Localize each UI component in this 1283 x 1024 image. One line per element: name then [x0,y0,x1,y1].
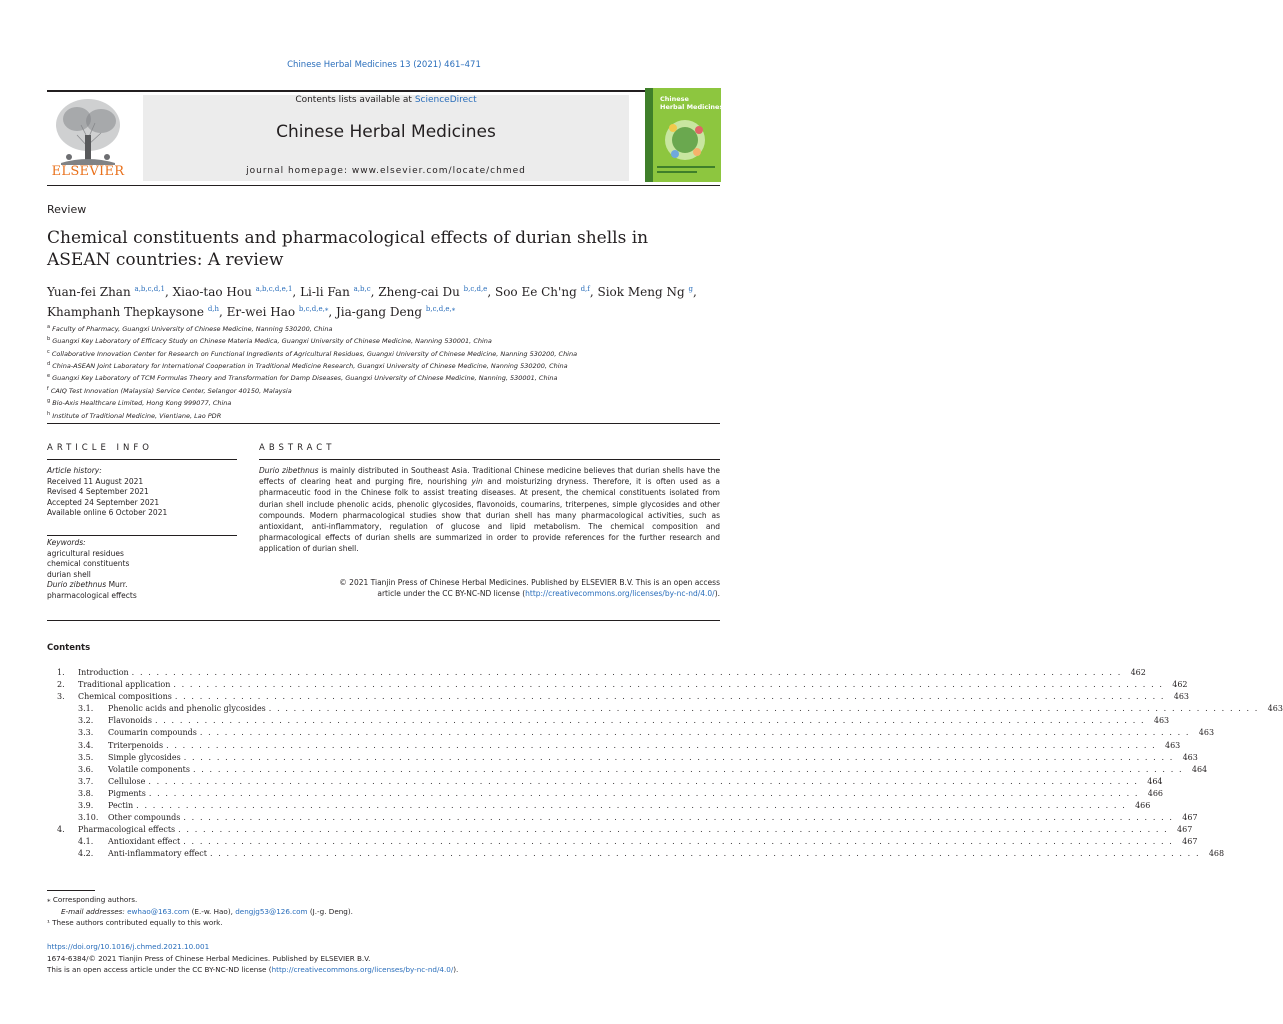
toc-page-number: 467 [1182,813,1198,823]
toc-number: 4.1. [78,837,94,847]
toc-page-number: 466 [1147,788,1164,798]
toc-entry[interactable] [47,740,1181,752]
toc-leader-dots: . . . . . . . . . . . . . . . . . . . . . . . . . . . . . . . . . . . . . . . . . . . . . . . . . . . . . . . . . . . . . . . . . . . . . . . . . . . . . . . . . . . . . . . . . . . . . . . . . . . . . . . . . . . . . . . . . . . . . . . . [154,716,1146,726]
toc-page-number: 464 [1191,764,1208,774]
affiliation-line: $^a$ Faculty of Pharmacy, Guangxi University of Chinese Medicine, Nanning 530200, China [47,324,333,334]
license-link[interactable]: http://creativecommons.org/licenses/by-nc-nd/4.0/ [525,589,715,599]
affiliation-line: $^h$ Institute of Traditional Medicine, Vientiane, Lao PDR [47,410,222,420]
keyword: chemical constituents [47,559,130,569]
toc-leader-dots: . . . . . . . . . . . . . . . . . . . . . . . . . . . . . . . . . . . . . . . . . . . . . . . . . . . . . . . . . . . . . . . . . . . . . . . . . . . . . . . . . . . . . . . . . . . . . . . . . . . . . . . . . . . . . . . . . . . . . . . . [183,752,1174,762]
affiliation-line: $^d$ China-ASEAN Joint Laboratory for International Cooperation in Traditional Medicine Research, Guangxi University of Chinese Medicine, Nanning 530200, China [47,361,568,371]
toc-entry[interactable] [47,715,1170,727]
author-affiliation-marker[interactable]: a,b,c,d,e,1 [255,285,293,293]
toc-title[interactable]: Pectin [108,801,134,811]
toc-entry[interactable] [47,764,1208,776]
toc-number: 4.2. [78,849,94,859]
toc-entry[interactable] [47,824,1193,836]
keyword: agricultural residues [47,548,124,558]
corresponding-note: ⁎ Corresponding authors. [47,895,138,904]
keyword: Durio zibethnus Murr. [47,580,128,590]
toc-entry[interactable] [47,848,1225,860]
toc-leader-dots: . . . . . . . . . . . . . . . . . . . . . . . . . . . . . . . . . . . . . . . . . . . . . . . . . . . . . . . . . . . . . . . . . . . . . . . . . . . . . . . . . . . . . . . . . . . . . . . . . . . . . . . . . . . . . . . . . . . . . . . . [166,740,1157,750]
author-name[interactable]: Er-wei Hao [226,305,299,319]
author-name[interactable]: Yuan-fei Zhan [47,285,135,299]
keyword-list [47,538,237,602]
toc-number: 3.6. [78,764,94,774]
toc-title[interactable]: Volatile components [108,764,190,774]
cover-title-line-2: Herbal Medicines [660,103,724,111]
toc-page-number: 463 [1267,704,1283,714]
affiliation-line: $^c$ Collaborative Innovation Center for Research on Functional Ingredients of Agricultural Residues, Guangxi University of Chinese Medicine, Nanning 530200, China [47,348,578,358]
toc-title[interactable]: Antioxidant effect [108,837,181,847]
toc-title[interactable]: Traditional application [78,680,171,690]
toc-page-number: 466 [1135,801,1151,811]
toc-page-number: 468 [1208,849,1225,859]
equal-contribution-note: ¹ These authors contributed equally to this work. [47,918,223,928]
author-name[interactable]: Jia-gang Deng [335,305,426,319]
history-online: Available online 6 October 2021 [47,508,168,518]
toc-page-number: 463 [1198,728,1215,738]
email-link-deng[interactable]: dengjg53@126.com [235,906,308,916]
author-affiliation-marker[interactable]: b,c,d,e [463,285,488,293]
toc-number: 3.8. [78,788,94,798]
article-history [47,466,237,519]
abstract-rule [259,459,720,460]
section-divider [47,620,720,621]
toc-leader-dots: . . . . . . . . . . . . . . . . . . . . . . . . . . . . . . . . . . . . . . . . . . . . . . . . . . . . . . . . . . . . . . . . . . . . . . . . . . . . . . . . . . . . . . . . . . . . . . . . . . . . . . . . . . . . . . . . . . . . . . . . [173,680,1164,690]
toc-leader-dots: . . . . . . . . . . . . . . . . . . . . . . . . . . . . . . . . . . . . . . . . . . . . . . . . . . . . . . . . . . . . . . . . . . . . . . . . . . . . . . . . . . . . . . . . . . . . . . . . . . . . . . . . . . . . . . . . . . . . . . . . [136,801,1127,811]
toc-entry[interactable] [47,752,1198,764]
author-name[interactable]: Khamphanh Thepkaysone [47,305,208,319]
toc-page-number: 462 [1172,680,1188,690]
toc-leader-dots: . . . . . . . . . . . . . . . . . . . . . . . . . . . . . . . . . . . . . . . . . . . . . . . . . . . . . . . . . . . . . . . . . . . . . . . . . . . . . . . . . . . . . . . . . . . . . . . . . . . . . . . . . . . . . . . . . . . . . . . . [268,704,1259,714]
affiliation-list [47,322,727,421]
author-name[interactable]: Zheng-cai Du [378,285,464,299]
doi-block [47,941,720,976]
keyword: pharmacological effects [47,590,137,600]
toc-leader-dots: . . . . . . . . . . . . . . . . . . . . . . . . . . . . . . . . . . . . . . . . . . . . . . . . . . . . . . . . . . . . . . . . . . . . . . . . . . . . . . . . . . . . . . . . . . . . . . . . . . . . . . . . . . . . . . . . . . . . . . . . [174,692,1166,702]
article-info-rule [47,459,237,460]
toc-title[interactable]: Pharmacological effects [78,825,176,835]
author-affiliation-marker[interactable]: b,c,d,e,⁎ [425,305,456,313]
contents-available-line: Contents lists available at ScienceDirect [295,95,477,105]
toc-leader-dots: . . . . . . . . . . . . . . . . . . . . . . . . . . . . . . . . . . . . . . . . . . . . . . . . . . . . . . . . . . . . . . . . . . . . . . . . . . . . . . . . . . . . . . . . . . . . . . . . . . . . . . . . . . . . . . . . . . . . . . . . [183,837,1174,847]
cover-title-line-1: Chinese [660,95,689,103]
article-info-heading: ARTICLE INFO [47,443,153,453]
toc-leader-dots: . . . . . . . . . . . . . . . . . . . . . . . . . . . . . . . . . . . . . . . . . . . . . . . . . . . . . . . . . . . . . . . . . . . . . . . . . . . . . . . . . . . . . . . . . . . . . . . . . . . . . . . . . . . . . . . . . . . . . . . . [209,849,1201,859]
keywords-rule [47,535,237,536]
author-name[interactable]: Xiao-tao Hou [172,285,256,299]
toc-number: 3.10. [78,813,99,823]
keywords-label: Keywords: [47,538,86,547]
toc-number: 2. [57,680,65,690]
abstract-copyright: © 2021 Tianjin Press of Chinese Herbal Medicines. Published by ELSEVIER B.V. This is an open access article under the CC BY-NC-ND license (http://creativecommons.org/licenses/by-nc-nd/4.0/). [339,578,720,599]
journal-citation[interactable]: Chinese Herbal Medicines 13 (2021) 461–471 [287,60,481,70]
toc-title[interactable]: Flavonoids [108,716,152,726]
toc-page-number: 463 [1165,740,1181,750]
footnote-rule [47,890,95,891]
toc-number: 4. [57,825,65,835]
abstract-text: Durio zibethnus is mainly distributed in Southeast Asia. Traditional Chinese medicine believes that durian shells have the effects of clearing heat and purging fire, nourishing yin and moisturizing dryness. Therefore, it is often used as a pharmaceutic food in the Chinese folk to assist treating diseases. At present, the chemical constituents isolated from durian shell include phenolic acids, phenolic glycosides, flavonoids, coumarins, triterpenes, simple glycosides and other compounds. Modern pharmacological studies show that durian shell has many pharmacological activities, such as antioxidant, anti-inflammatory, regulation of glucose and lipid metabolism. The chemical composition and pharmacological effects of durian shells are summarized in order to provide references for the further research and application of durian shell. [259,466,720,554]
toc-page-number: 464 [1147,776,1163,786]
toc-number: 1. [57,668,65,677]
toc-number: 3.5. [78,752,94,762]
toc-page-number: 463 [1153,716,1170,726]
contents-heading: Contents [47,643,91,653]
author-affiliation-marker[interactable]: d,h [207,305,220,313]
affiliation-line: $^b$ Guangxi Key Laboratory of Efficacy Study on Chinese Materia Medica, Guangxi University of Chinese Medicine, Nanning 530001, China [47,336,492,346]
toc-entry[interactable] [47,800,1151,812]
toc-entry[interactable] [47,691,1190,703]
email-link-hao[interactable]: ewhao@163.com [127,906,190,916]
author-affiliation-marker[interactable]: a,b,c [353,285,371,293]
affiliation-line: $^f$ CAIQ Test Innovation (Malaysia) Service Center, Selangor 40150, Malaysia [47,385,292,395]
toc-title[interactable]: Coumarin compounds [108,728,197,738]
toc-number: 3.2. [78,716,94,726]
author-name[interactable]: Siok Meng Ng [597,285,689,299]
author-affiliation-marker[interactable]: g [688,285,693,293]
keyword: durian shell [47,569,91,579]
toc-entry[interactable] [47,836,1198,848]
author-affiliation-marker[interactable]: d,f [580,285,590,293]
toc-number: 3.7. [78,776,94,786]
table-of-contents [47,667,1283,861]
elsevier-wordmark: ELSEVIER [51,164,125,179]
toc-page-number: 463 [1182,752,1198,762]
toc-title[interactable]: Introduction [78,668,129,677]
history-received: Received 11 August 2021 [47,476,144,486]
journal-homepage[interactable]: journal homepage: www.elsevier.com/locate/chmed [246,166,526,176]
section-divider [47,423,720,424]
toc-entry[interactable] [47,679,1188,691]
toc-number: 3.9. [78,801,94,811]
toc-page-number: 467 [1182,837,1198,847]
toc-page-number: 467 [1177,825,1193,835]
abstract-heading: ABSTRACT [259,443,336,453]
toc-page-number: 463 [1173,692,1190,702]
email-note: E-mail addresses: ewhao@163.com (E.-w. Hao), dengjg53@126.com (J.-g. Deng). [61,906,353,916]
affiliation-line: $^e$ Guangxi Key Laboratory of TCM Formulas Theory and Transformation for Damp Diseases, Guangxi University of Chinese Medicine, Nanning, 530001, China [47,373,558,383]
toc-number: 3. [57,692,65,702]
toc-leader-dots: . . . . . . . . . . . . . . . . . . . . . . . . . . . . . . . . . . . . . . . . . . . . . . . . . . . . . . . . . . . . . . . . . . . . . . . . . . . . . . . . . . . . . . . . . . . . . . . . . . . . . . . . . . . . . . . . . . . . . . . . [178,825,1169,835]
toc-page-number: 462 [1130,668,1146,677]
footnotes [47,894,720,929]
author-name[interactable]: Soo Ee Ch'ng [494,285,581,299]
toc-title[interactable]: Other compounds [108,813,181,823]
header-bottom-rule [47,185,720,186]
toc-leader-dots: . . . . . . . . . . . . . . . . . . . . . . . . . . . . . . . . . . . . . . . . . . . . . . . . . . . . . . . . . . . . . . . . . . . . . . . . . . . . . . . . . . . . . . . . . . . . . . . . . . . . . . . . . . . . . . . . . . . . . . . . [192,764,1184,774]
paper-title: Chemical constituents and pharmacological effects of durian shells in ASEAN countries: A review [47,228,649,270]
affiliation-line: $^g$ Bio-Axis Healthcare Limited, Hong Kong 999077, China [47,398,232,408]
toc-entry[interactable] [47,703,1283,715]
toc-title[interactable]: Chemical compositions [78,692,172,702]
toc-entry[interactable] [47,776,1163,788]
toc-leader-dots: . . . . . . . . . . . . . . . . . . . . . . . . . . . . . . . . . . . . . . . . . . . . . . . . . . . . . . . . . . . . . . . . . . . . . . . . . . . . . . . . . . . . . . . . . . . . . . . . . . . . . . . . . . . . . . . . . . . . . . . . [148,776,1139,786]
toc-number: 3.4. [78,740,94,750]
toc-title[interactable]: Simple glycosides [108,752,181,762]
toc-entry[interactable] [47,667,1146,679]
history-label: Article history: [47,466,102,475]
header-top-rule [47,90,720,92]
article-type-label: Review [47,203,87,216]
author-affiliation-marker[interactable]: a,b,c,d,1 [134,285,165,293]
history-revised: Revised 4 September 2021 [47,487,149,497]
toc-leader-dots: . . . . . . . . . . . . . . . . . . . . . . . . . . . . . . . . . . . . . . . . . . . . . . . . . . . . . . . . . . . . . . . . . . . . . . . . . . . . . . . . . . . . . . . . . . . . . . . . . . . . . . . . . . . . . . . . . . . . . . . . [183,813,1174,823]
doi-link[interactable]: https://doi.org/10.1016/j.chmed.2021.10.001 [47,942,210,951]
toc-title[interactable]: Anti-inflammatory effect [108,849,207,859]
toc-title[interactable]: Cellulose [108,776,146,786]
toc-number: 3.1. [78,704,94,714]
toc-title[interactable]: Triterpenoids [108,740,164,750]
journal-title: Chinese Herbal Medicines [276,122,496,142]
toc-entry[interactable] [47,727,1215,739]
issn-line: 1674-6384/© 2021 Tianjin Press of Chinese Herbal Medicines. Published by ELSEVIER B.V. [47,953,371,963]
license-link[interactable]: http://creativecommons.org/licenses/by-nc-nd/4.0/ [271,965,454,975]
toc-leader-dots: . . . . . . . . . . . . . . . . . . . . . . . . . . . . . . . . . . . . . . . . . . . . . . . . . . . . . . . . . . . . . . . . . . . . . . . . . . . . . . . . . . . . . . . . . . . . . . . . . . . . . . . . . . . . . . . . . . . . . . . . [199,728,1191,738]
author-affiliation-marker[interactable]: b,c,d,e,⁎ [298,305,329,313]
toc-entry[interactable] [47,788,1164,800]
toc-leader-dots: . . . . . . . . . . . . . . . . . . . . . . . . . . . . . . . . . . . . . . . . . . . . . . . . . . . . . . . . . . . . . . . . . . . . . . . . . . . . . . . . . . . . . . . . . . . . . . . . . . . . . . . . . . . . . . . . . . . . . . . . [131,668,1122,677]
author-name[interactable]: Li-li Fan [300,285,354,299]
toc-title[interactable]: Pigments [108,788,146,798]
toc-title[interactable]: Phenolic acids and phenolic glycosides [108,704,266,714]
toc-leader-dots: . . . . . . . . . . . . . . . . . . . . . . . . . . . . . . . . . . . . . . . . . . . . . . . . . . . . . . . . . . . . . . . . . . . . . . . . . . . . . . . . . . . . . . . . . . . . . . . . . . . . . . . . . . . . . . . . . . . . . . . . [148,788,1140,798]
sciencedirect-link[interactable]: ScienceDirect [414,95,477,105]
author-list: Yuan-fei Zhan $^{a,b,c,d,1}$, Xiao-tao Hou $^{a,b,c,d,e,1}$, Li-li Fan $^{a,b,c}$, Zheng-cai Du $^{b,c,d,e}$, Soo Ee Ch'ng $^{d,f}$, Siok Meng Ng $^g$, Khamphanh Thepkaysone $^{d,h}$, Er-wei Hao $^{b,c,d,e,⁎}$, Jia-gang Deng $^{b,c,d,e,⁎}$ [47,285,697,319]
toc-entry[interactable] [47,812,1198,824]
toc-number: 3.3. [78,728,94,738]
open-access-line: This is an open access article under the CC BY-NC-ND license (http://creativecommons.org/licenses/by-nc-nd/4.0/). [47,965,459,975]
history-accepted: Accepted 24 September 2021 [47,497,160,507]
